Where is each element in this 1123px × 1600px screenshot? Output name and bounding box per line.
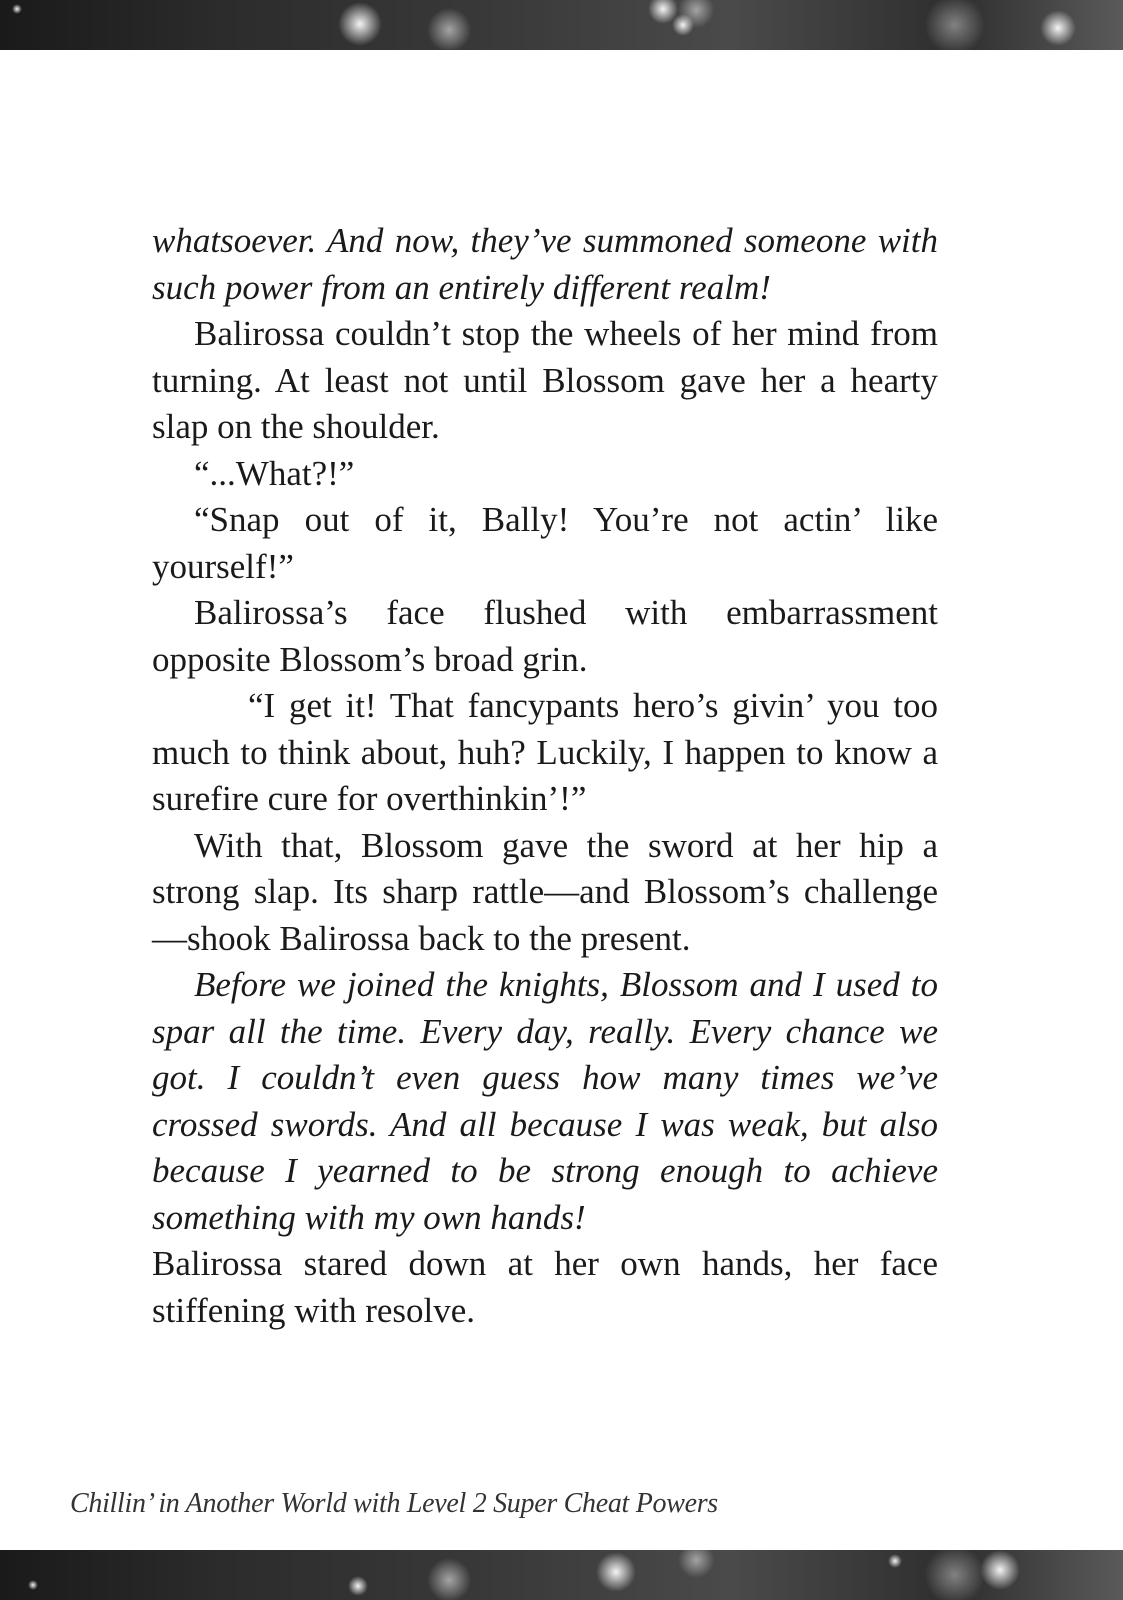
sparkle-icon — [980, 1550, 1020, 1590]
sparkle-icon — [338, 2, 382, 46]
bottom-decorative-band — [0, 1550, 1123, 1600]
paragraph-6: “I get it! That fancypants hero’s givin’ you too much to think about, huh? Luckily, I happen to know a surefire cure for overthinkin’!” — [152, 686, 938, 818]
top-decorative-band — [0, 0, 1123, 50]
sparkle-icon — [1040, 10, 1076, 46]
paragraph-2: Balirossa couldn’t stop the wheels of her mind from turning. At least not until Blossom gave her a hearty slap on the shoulder. — [152, 314, 938, 446]
paragraph-3: “...What?!” — [194, 453, 355, 493]
paragraph-7: With that, Blossom gave the sword at her hip a strong slap. Its sharp rattle—and Blossom’s challenge—shook Balirossa back to the present. — [152, 825, 938, 958]
book-title-footer: Chillin’ in Another World with Level 2 Super Cheat Powers — [70, 1488, 718, 1519]
body-text — [152, 218, 938, 1334]
sparkle-icon — [888, 1554, 902, 1568]
paragraph-4: “Snap out of it, Bally! You’re not actin’ like yourself!” — [152, 500, 938, 586]
paragraph-5: Balirossa’s face flushed with embarrassment opposite Blossom’s broad grin. — [152, 593, 938, 679]
sparkle-icon — [12, 4, 22, 14]
paragraph-1: whatsoever. And now, they’ve summoned someone with such power from an entirely different realm! — [152, 221, 938, 307]
sparkle-icon — [596, 1552, 636, 1592]
sparkle-icon — [348, 1576, 368, 1596]
sparkle-icon — [672, 14, 694, 36]
paragraph-8: Before we joined the knights, Blossom and I used to spar all the time. Every day, really. Every chance we got. I couldn’t even guess how many times we’ve crossed swords. And all because I was weak, but also because I yearned to be strong enough to achieve something with my own hands! — [152, 965, 938, 1237]
paragraph-9: Balirossa stared down at her own hands, her face stiffening with resolve. — [152, 1244, 938, 1330]
sparkle-icon — [28, 1580, 38, 1590]
